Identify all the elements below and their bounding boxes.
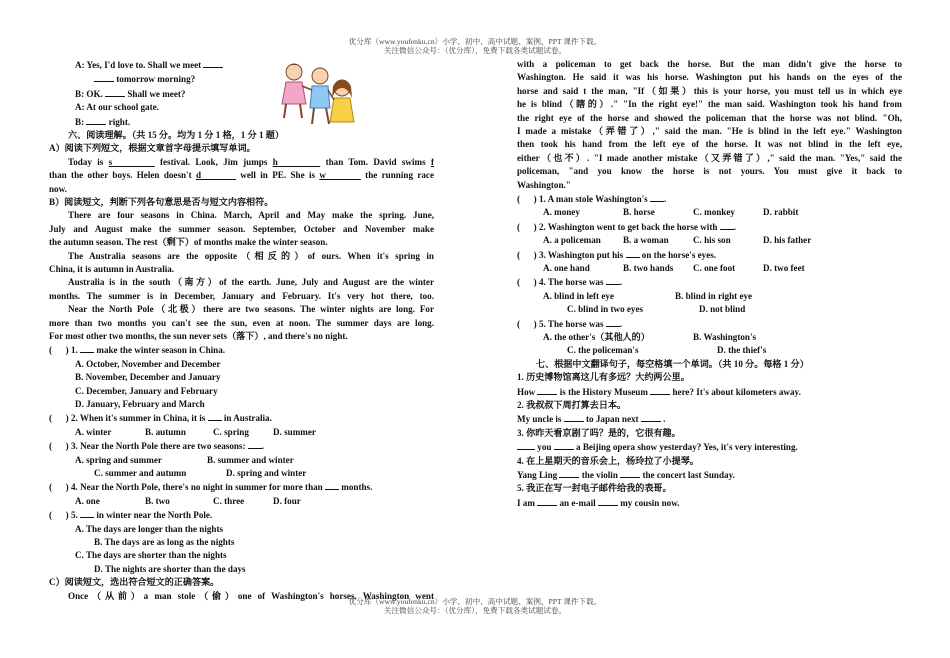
question-text: 4. Near the North Pole, there's no night in summer for more than (70, 482, 323, 493)
page-header (0, 37, 950, 55)
header-line-2: 关注微信公众号：（优分库），免费下载各类试题试卷。 (383, 46, 567, 55)
dialog-line (49, 58, 434, 72)
question (49, 439, 434, 453)
hint-letter: w (319, 170, 326, 181)
question-text: . (619, 318, 623, 329)
answer-blank[interactable] (650, 192, 667, 204)
part-b-title: B）阅读短文，判断下列各句意思是否与短文内容相符。 (49, 197, 274, 208)
dialog-text: B: OK. (75, 88, 103, 99)
option[interactable]: A. a policeman (543, 235, 601, 246)
answer-blank[interactable] (208, 411, 222, 421)
answer-blank[interactable] (626, 248, 640, 258)
answer-blank[interactable] (517, 440, 535, 450)
passage-line: the right eye of the horse and showed the policeman that the horse was not blind. "Oh, (517, 112, 902, 123)
footer-line-2: 关注微信公众号：（优分库），免费下载各类试题试卷。 (383, 606, 567, 615)
question-text: in winter near the North Pole. (96, 510, 213, 521)
question-text: 2. Washington went to get back the horse with (538, 221, 718, 232)
answer-blank[interactable] (564, 412, 584, 422)
question-text: 1. A man stole Washington's (538, 193, 648, 204)
text: than Tom. David swims (325, 156, 426, 167)
option[interactable]: B. summer and winter (207, 454, 294, 465)
text: the violin (581, 470, 618, 481)
text: the running race (365, 170, 434, 181)
option[interactable]: C. The days are shorter than the nights (75, 550, 227, 561)
option[interactable]: B. autumn (145, 426, 186, 437)
option[interactable]: B. two hands (623, 262, 674, 273)
answer-paren-close[interactable]: ) (65, 413, 69, 424)
question (517, 275, 902, 289)
part-a-line (49, 156, 434, 169)
passage-line: then took his hand from the left eye of the horse. It was not blind in the left eye, (517, 139, 902, 150)
option[interactable]: A. one (75, 495, 100, 506)
options-row (517, 234, 902, 247)
option[interactable]: D. The nights are shorter than the days (94, 563, 246, 574)
letter-hint-blank[interactable] (319, 170, 360, 180)
passage-line: months. The summer is in December, January and February. It's very hot there, too. (49, 290, 434, 301)
option[interactable]: C. three (213, 495, 245, 506)
dialog-text: right. (108, 116, 131, 127)
text: is the History Museum (559, 386, 648, 397)
passage-line: I made a mistake（弄错了）," said the man. "He is blind in the left eye." Washington (517, 125, 902, 136)
text: here? It's about kilometers away. (672, 386, 801, 397)
passage-line: policeman, "and you know the horse is not yours. You must give it back to (517, 166, 902, 177)
answer-paren-open: ( (49, 413, 53, 424)
section-6-title: 六、阅读理解。（共 15 分。均为 1 分 1 格，1 分 1 题） (68, 130, 284, 141)
passage-line: horse and said t the man, "If（如果）this is your horse, you must tell us in which eye (517, 85, 902, 96)
translation-chinese: 3. 你昨天看京剧了吗？是的，它很有趣。 (517, 427, 681, 438)
answer-paren-close[interactable]: ) (65, 345, 69, 356)
answer-paren-open: ( (517, 277, 521, 288)
translation-english (517, 496, 902, 510)
answer-blank[interactable] (248, 439, 265, 452)
translation-chinese: 5. 我正在写一封电子邮件给我的表哥。 (517, 483, 672, 494)
option[interactable]: B. two (145, 495, 170, 506)
option[interactable]: D. January, February and March (75, 399, 205, 410)
text: you (537, 442, 552, 453)
passage-line: with a policeman to get back the horse. But the man didn't give the horse to (517, 59, 902, 69)
hint-letter: h (272, 156, 278, 167)
answer-blank[interactable] (559, 468, 579, 478)
answer-blank[interactable] (598, 496, 618, 506)
option[interactable]: D. not blind (699, 304, 746, 315)
options-row (517, 290, 902, 303)
options-row (517, 344, 902, 357)
dialog-text: Shall we meet? (127, 88, 186, 99)
question-text: on the horse's eyes. (641, 249, 717, 260)
answer-blank[interactable] (606, 275, 623, 288)
text: festival. Look, Jim jumps (159, 156, 268, 167)
answer-paren-close[interactable]: ) (533, 318, 537, 329)
text: a Beijing opera show yesterday? Yes, it's very interesting. (576, 442, 798, 453)
header-line-1: 优分库（www.youfenku.cn）小学、初中、高中试题、案例、PPT 课件下载。 (348, 37, 602, 46)
passage-line: more than two months you can't see the sun, even at noon. The summer days are long. (49, 317, 434, 328)
question-text: 4. The horse was (538, 277, 604, 288)
answer-paren-open: ( (517, 318, 521, 329)
passage-line: China, it is autumn in Australia. (49, 264, 175, 275)
question (517, 220, 902, 234)
option[interactable]: A. money (543, 207, 580, 218)
translation-english (517, 468, 902, 482)
hint-letter: d (195, 170, 202, 181)
translation-chinese: 1. 历史博物馆离这儿有多远？大约两公里。 (517, 372, 690, 383)
text: My uncle is (517, 414, 562, 425)
part-a-title: A）阅读下列短文，根据文章首字母提示填写单词。 (49, 143, 256, 154)
answer-blank[interactable] (80, 508, 94, 518)
text: well in PE. She is (240, 170, 316, 181)
letter-hint-blank[interactable] (196, 170, 236, 180)
answer-blank[interactable] (86, 115, 106, 125)
question (49, 480, 434, 494)
answer-blank[interactable] (650, 385, 670, 395)
question (49, 508, 434, 522)
option[interactable]: C. December, January and February (75, 385, 218, 396)
passage-line: Once（从前）a man stole（偷）one of Washington's horses. Washington went (68, 590, 434, 601)
answer-blank[interactable] (325, 480, 339, 490)
text: How (517, 386, 536, 397)
answer-blank[interactable] (105, 87, 125, 97)
option[interactable]: C. the policeman's (567, 345, 639, 356)
question (49, 343, 434, 357)
question-text: 3. Washington put his (538, 249, 624, 260)
text: the concert last Sunday. (642, 470, 735, 481)
option[interactable]: B. horse (623, 207, 655, 218)
option[interactable]: D. summer (273, 426, 316, 437)
option[interactable]: D. rabbit (763, 207, 799, 218)
option[interactable]: C. one foot (693, 262, 736, 273)
options-row (49, 467, 434, 480)
options-row (517, 303, 902, 316)
text: Yang Ling (517, 470, 558, 481)
option[interactable]: B. a woman (623, 235, 669, 246)
dialog-line (49, 72, 434, 86)
question-text: months. (341, 482, 373, 493)
page-footer (0, 597, 950, 615)
option[interactable]: C. summer and autumn (94, 468, 187, 479)
passage-line: Washington. He said it was his horse. Washington put his hands on the eyes of the (517, 72, 902, 83)
passage-line: either（也不）. "I made another mistake（又弄错了）," said the man. "Yes," said the (517, 152, 902, 163)
question-text: . (619, 277, 623, 288)
answer-paren-close[interactable]: ) (533, 193, 537, 204)
text: I am (517, 497, 535, 508)
letter-hint-blank[interactable] (431, 157, 434, 167)
question-text: 3. Near the North Pole there are two seasons: (70, 441, 246, 452)
passage-line: The Australia seasons are the opposite（相反的）of ours. When it's spring in (68, 250, 434, 261)
answer-blank[interactable] (537, 385, 557, 395)
translation-english (517, 385, 902, 399)
answer-blank[interactable] (720, 220, 734, 230)
answer-paren-close[interactable]: ) (533, 221, 537, 232)
question-text: . (733, 221, 736, 232)
question-number: 5. (70, 510, 78, 521)
answer-paren-open: ( (49, 510, 53, 521)
right-column (517, 58, 902, 510)
question (517, 192, 902, 206)
options-row (49, 454, 434, 467)
options-row (49, 495, 434, 508)
option[interactable]: D. spring and winter (226, 468, 307, 479)
hint-letter: f (430, 156, 434, 167)
option[interactable]: A. The days are longer than the nights (75, 523, 224, 534)
option[interactable]: C. his son (693, 235, 731, 246)
answer-blank[interactable] (641, 412, 661, 422)
answer-blank[interactable] (80, 343, 94, 353)
hint-letter: s (108, 156, 113, 167)
answer-paren-open: ( (49, 441, 53, 452)
answer-paren-close[interactable]: ) (533, 277, 537, 288)
question-number: 1. (70, 345, 78, 356)
option[interactable]: A. one hand (543, 262, 590, 273)
text: to Japan next (586, 414, 639, 425)
question (517, 317, 902, 331)
option[interactable]: B. Washington's (693, 331, 757, 342)
dialog-text: tomorrow morning? (116, 74, 196, 85)
translation-chinese: 2. 我叔叔下周打算去日本。 (517, 400, 627, 411)
translation-english (517, 412, 902, 426)
text: Today is (68, 156, 104, 167)
translation-english (517, 440, 902, 454)
option[interactable]: B. The days are as long as the nights (94, 537, 235, 548)
part-a-line: now. (49, 183, 67, 194)
answer-paren-close[interactable]: ) (65, 510, 69, 521)
answer-paren-open: ( (49, 482, 53, 493)
options-row (517, 331, 902, 344)
answer-paren-open: ( (517, 193, 521, 204)
text: than the other boys. Helen doesn't (49, 170, 192, 181)
text: . (663, 414, 666, 425)
option[interactable]: A. winter (75, 426, 112, 437)
option[interactable]: A. blind in left eye (543, 290, 614, 301)
option[interactable]: D. two feet (763, 262, 805, 273)
option[interactable]: D. the thief's (717, 345, 767, 356)
option[interactable]: A. spring and summer (75, 454, 162, 465)
passage-line: For most other two months, the sun never sets（落下）, and there's no night. (49, 330, 348, 341)
question-text: 5. The horse was (538, 318, 604, 329)
answer-blank[interactable] (606, 317, 623, 329)
part-a-line (49, 169, 434, 182)
option[interactable]: C. blind in two eyes (567, 304, 644, 315)
passage-line: There are four seasons in China. March, April and May make the spring. June, (68, 210, 434, 221)
part-c-title: C）阅读短文，选出符合短文的正确答案。 (49, 577, 220, 588)
dialog-text: A: Yes, I'd love to. Shall we meet (75, 60, 202, 70)
footer-line-1: 优分库（www.youfenku.cn）小学、初中、高中试题、案例、PPT 课件下载。 (348, 597, 602, 606)
answer-blank[interactable] (94, 72, 114, 82)
option[interactable]: A. October, November and December (75, 358, 221, 369)
answer-blank[interactable] (203, 58, 223, 68)
passage-line: Australia is in the south（南方）of the earth. June, July and August are the winter (68, 277, 434, 288)
question-text: . (664, 193, 667, 204)
letter-hint-blank[interactable] (109, 157, 155, 167)
answer-paren-open: ( (517, 249, 521, 260)
answer-blank[interactable] (537, 496, 557, 506)
dialog-line (49, 87, 434, 101)
section-7-title: 七、根据中文翻译句子，每空格填一个单词。（共 10 分。每格 1 分） (536, 358, 809, 369)
options-row (517, 262, 902, 275)
option[interactable]: C. monkey (693, 207, 735, 218)
question-text: make the winter season in China. (96, 345, 226, 356)
option[interactable]: B. November, December and January (75, 372, 221, 383)
question (517, 248, 902, 262)
options-row (517, 206, 902, 219)
passage-line: he is blind（瞎的）." "In the right eye!" the man said. Washington took his hand from (517, 99, 902, 110)
option[interactable]: D. his father (763, 235, 812, 246)
translation-chinese: 4. 在上星期天的音乐会上，杨玲拉了小提琴。 (517, 455, 699, 466)
text: an e-mail (559, 497, 596, 508)
text: my cousin now. (620, 497, 680, 508)
answer-paren-open: ( (517, 221, 521, 232)
dialog-text: B: (75, 116, 85, 127)
answer-paren-close[interactable]: ) (65, 441, 69, 452)
question-text: 2. When it's summer in China, it is (70, 413, 206, 424)
answer-paren-open: ( (49, 345, 53, 356)
passage-line: Washington." (517, 179, 571, 190)
question-text: . (261, 441, 265, 452)
dialog-line (49, 115, 434, 129)
option[interactable]: C. spring (213, 426, 249, 437)
option[interactable]: A. the other's（其他人的） (543, 331, 650, 342)
passage-line: the autumn season. The rest（剩下）of months make the winter season. (49, 237, 328, 248)
option[interactable]: D. four (273, 495, 301, 506)
dialog-line: A: At our school gate. (75, 102, 159, 113)
question-text: in Australia. (223, 413, 272, 424)
options-row (49, 426, 434, 439)
passage-line: July and August make the summer season. September, October and November make (49, 223, 434, 234)
answer-paren-close[interactable]: ) (65, 482, 69, 493)
left-column (49, 58, 434, 603)
option[interactable]: B. blind in right eye (675, 290, 753, 301)
answer-blank[interactable] (554, 440, 574, 450)
answer-paren-close[interactable]: ) (533, 249, 537, 260)
answer-blank[interactable] (620, 468, 640, 478)
question (49, 411, 434, 425)
letter-hint-blank[interactable] (273, 157, 321, 167)
passage-line: Near the North Pole（北极）there are two seasons. The winter nights are long. For (68, 304, 434, 315)
